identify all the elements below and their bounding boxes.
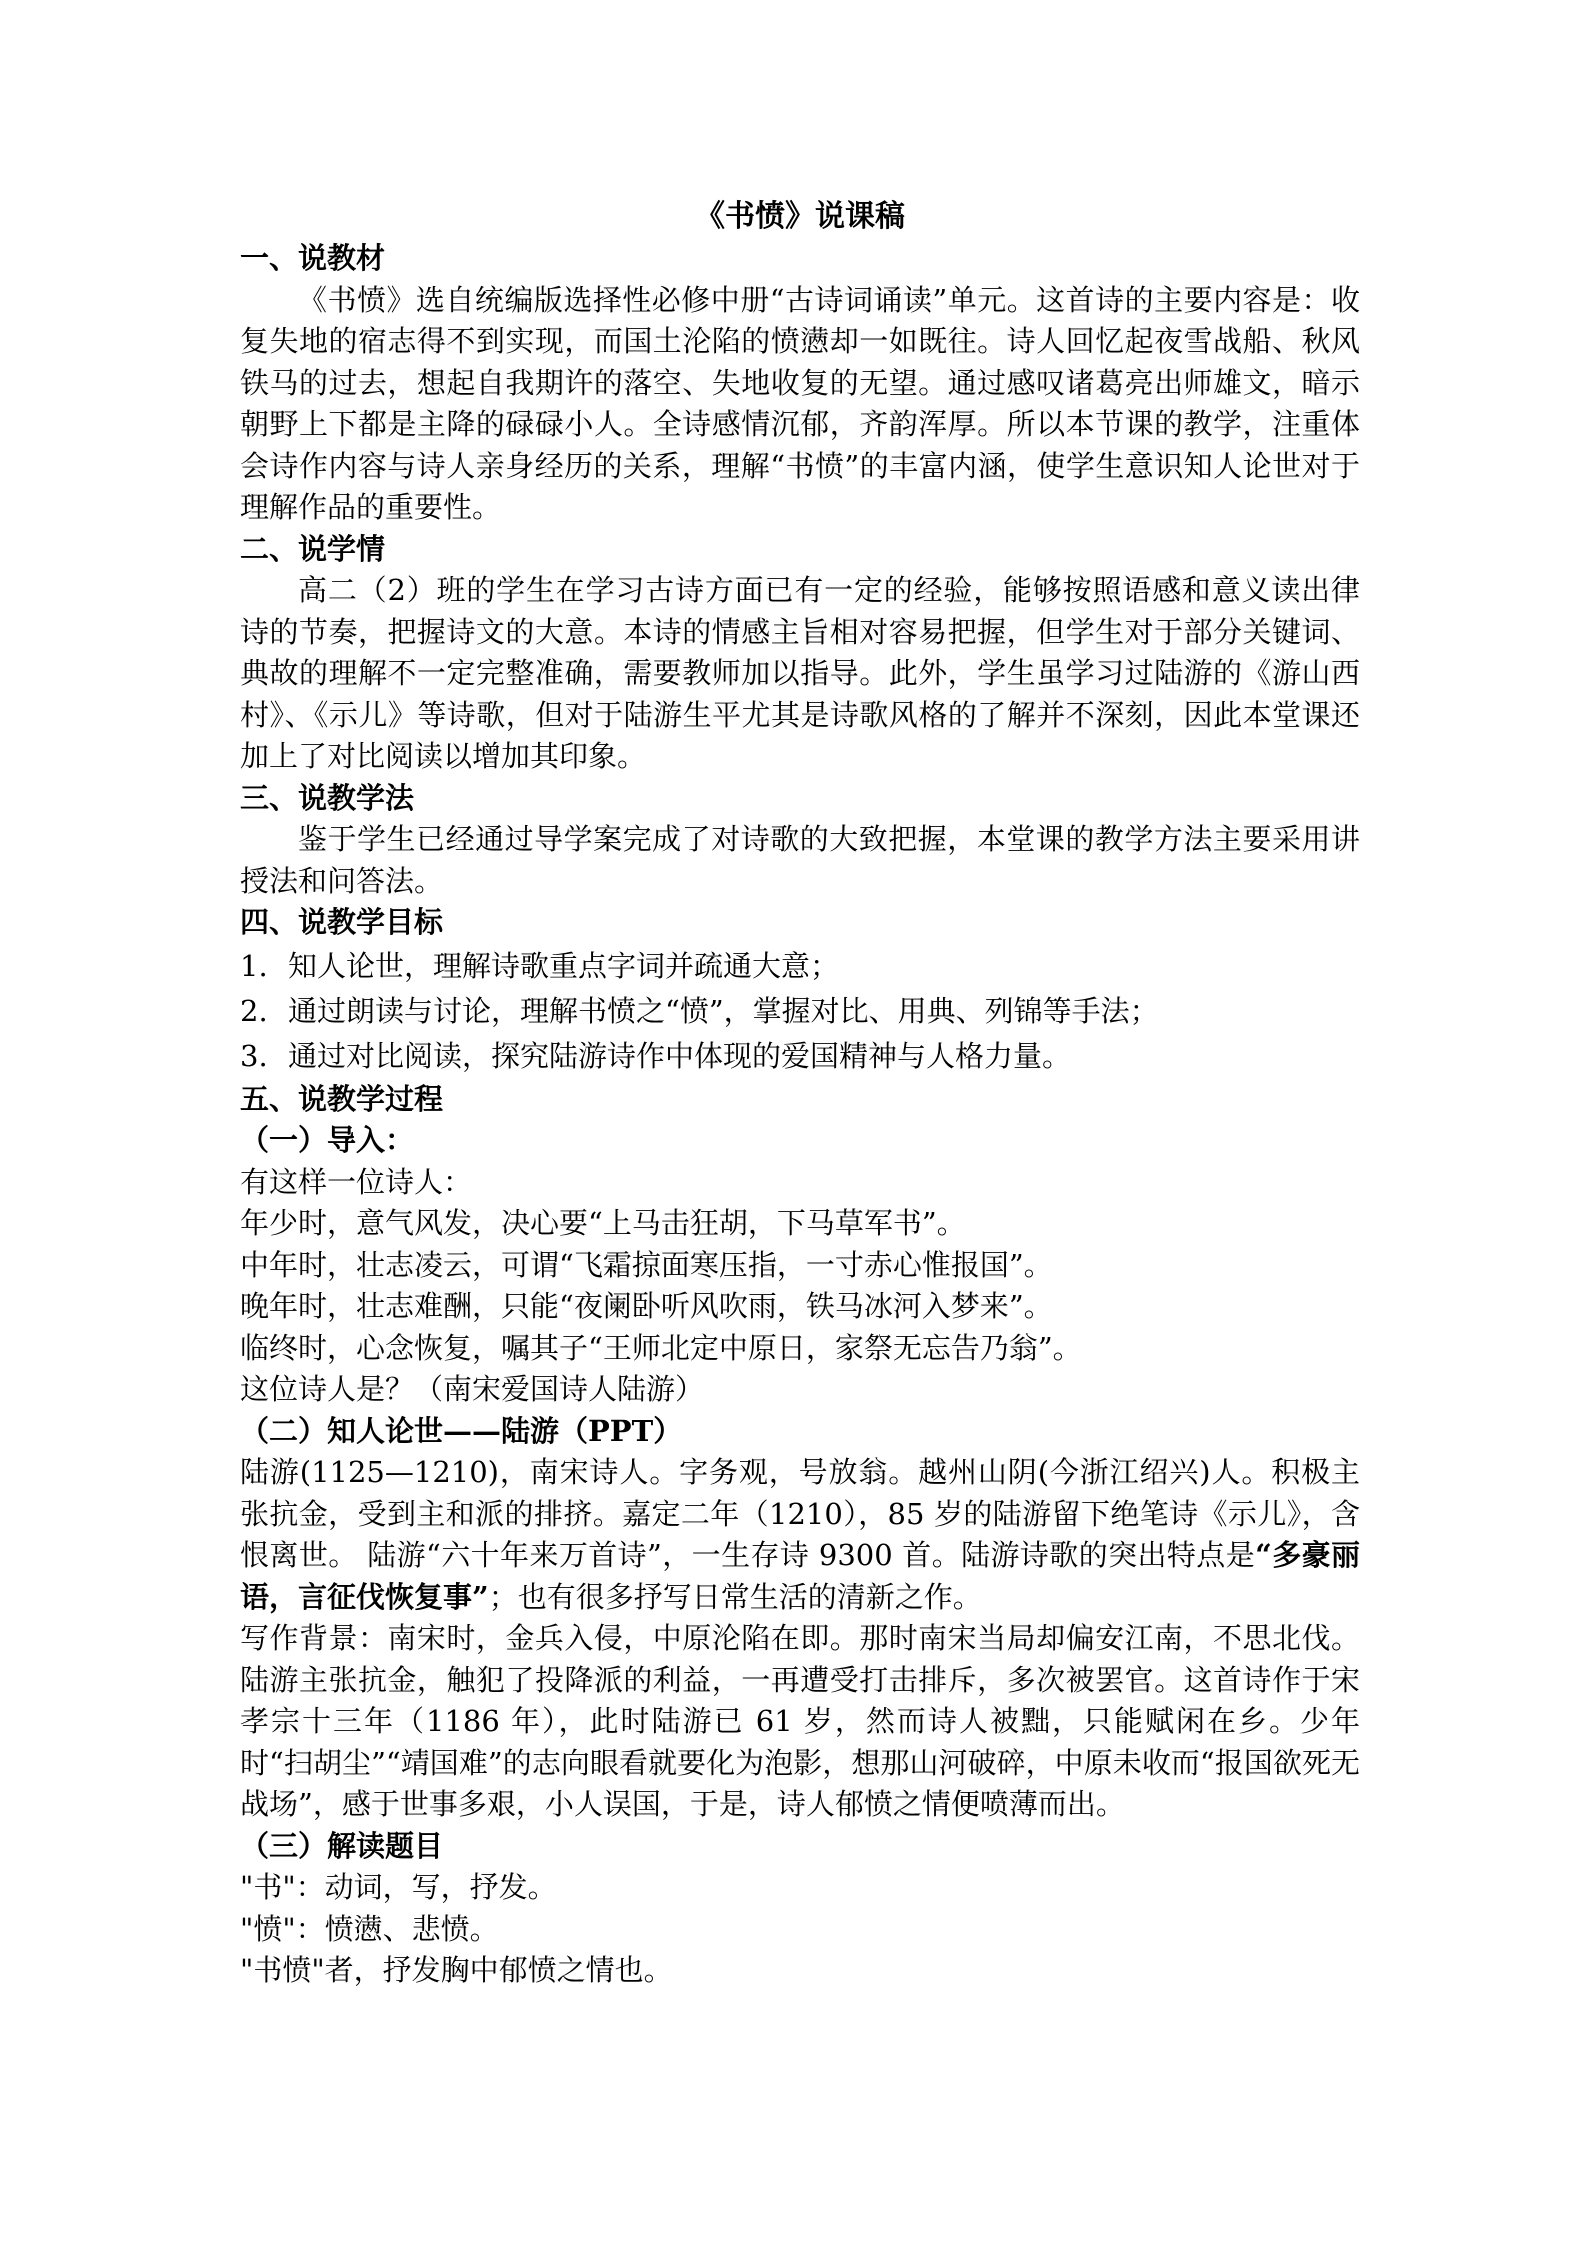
section-4-heading: 四、说教学目标 <box>240 905 444 939</box>
goal-item-2 <box>240 989 1360 1034</box>
author-bio-emphasis: “多豪丽语，言征伐恢复事” <box>240 1538 1360 1614</box>
intro-line: 晚年时，壮志难酬，只能“夜阑卧听风吹雨，铁马冰河入梦来”。 <box>240 1289 1053 1323</box>
title-note: "愤"：愤懑、悲愤。 <box>240 1911 499 1946</box>
document-page <box>240 196 1360 1992</box>
section-3-body: 鉴于学生已经通过导学案完成了对诗歌的大致把握，本堂课的教学方法主要采用讲授法和问答法。 <box>240 822 1360 898</box>
intro-line: 这位诗人是？（南宋爱国诗人陆游） <box>240 1372 705 1406</box>
section-2-heading: 二、说学情 <box>240 531 386 566</box>
title-note: "书"：动词，写，抒发。 <box>240 1870 557 1904</box>
subsection-author-heading: （二）知人论世——陆游（PPT） <box>240 1413 683 1448</box>
goal-number: 1. <box>240 948 268 983</box>
subsection-intro-heading: （一）导入： <box>240 1123 415 1157</box>
goal-item-3 <box>240 1034 1360 1079</box>
section-2-body: 高二（2）班的学生在学习古诗方面已有一定的经验，能够按照语感和意义读出律诗的节奏，把握诗文的大意。本诗的情感主旨相对容易把握，但学生对于部分关键词、典故的理解不一定完整准确，需要教师加以指导。此外，学生虽学习过陆游的《游山西村》、《示儿》等诗歌，但对于陆游生平尤其是诗歌风格的了解并不深刻，因此本堂课还加上了对比阅读以增加其印象。 <box>240 573 1360 773</box>
intro-line: 有这样一位诗人： <box>240 1164 473 1199</box>
section-1-heading: 一、说教材 <box>240 241 386 275</box>
section-3-heading: 三、说教学法 <box>240 780 415 815</box>
goal-number: 3. <box>240 1038 268 1073</box>
title-note: "书愤"者，抒发胸中郁愤之情也。 <box>240 1953 673 1987</box>
intro-line: 中年时，壮志凌云，可谓“飞霜掠面寒压指，一寸赤心惟报国”。 <box>240 1247 1053 1282</box>
intro-line: 临终时，心念恢复，嘱其子“王师北定中原日，家祭无忘告乃翁”。 <box>240 1330 1082 1365</box>
goal-number: 2. <box>240 993 268 1028</box>
author-bio-text: 陆游(1125—1210)，南宋诗人。字务观，号放翁。越州山阴(今浙江绍兴)人。积极主张抗金，受到主和派的排挤。嘉定二年（1210），85 岁的陆游留下绝笔诗《示儿》，含恨离世。 陆游“六十年来万首诗”，一生存诗 9300 首。陆游诗歌的突出特点是 <box>240 1455 1360 1572</box>
author-bio-text-end: ；也有很多抒写日常生活的清新之作。 <box>488 1579 982 1614</box>
intro-line: 年少时，意气风发，决心要“上马击狂胡，下马草军书”。 <box>240 1206 966 1240</box>
subsection-title-heading: （三）解读题目 <box>240 1828 444 1863</box>
goal-text: 通过对比阅读，探究陆游诗作中体现的爱国精神与人格力量。 <box>288 1038 1072 1073</box>
section-5-heading: 五、说教学过程 <box>240 1081 444 1116</box>
writing-background: 写作背景：南宋时，金兵入侵，中原沦陷在即。那时南宋当局却偏安江南，不思北伐。陆游主张抗金，触犯了投降派的利益，一再遭受打击排斥，多次被罢官。这首诗作于宋孝宗十三年（1186 年），此时陆游已 61 岁，然而诗人被黜，只能赋闲在乡。少年时“扫胡尘”“靖国难”的志向眼看就要化为泡影，想那山河破碎，中原未收而“报国欲死无战场”，感于世事多艰，小人误国，于是，诗人郁愤之情便喷薄而出。 <box>240 1621 1360 1821</box>
goal-item-1 <box>240 944 1360 989</box>
goal-text: 知人论世，理解诗歌重点字词并疏通大意； <box>288 948 840 983</box>
section-1-body: 《书愤》选自统编版选择性必修中册“古诗词诵读”单元。这首诗的主要内容是：收复失地的宿志得不到实现，而国土沦陷的愤懑却一如既往。诗人回忆起夜雪战船、秋风铁马的过去，想起自我期许的落空、失地收复的无望。通过感叹诸葛亮出师雄文，暗示朝野上下都是主降的碌碌小人。全诗感情沉郁，齐韵浑厚。所以本节课的教学，注重体会诗作内容与诗人亲身经历的关系，理解“书愤”的丰富内涵，使学生意识知人论世对于理解作品的重要性。 <box>240 282 1360 524</box>
author-bio <box>240 1452 1360 1618</box>
document-title: 《书愤》说课稿 <box>695 199 905 234</box>
goal-text: 通过朗读与讨论，理解书愤之“愤”，掌握对比、用典、列锦等手法； <box>288 993 1159 1028</box>
